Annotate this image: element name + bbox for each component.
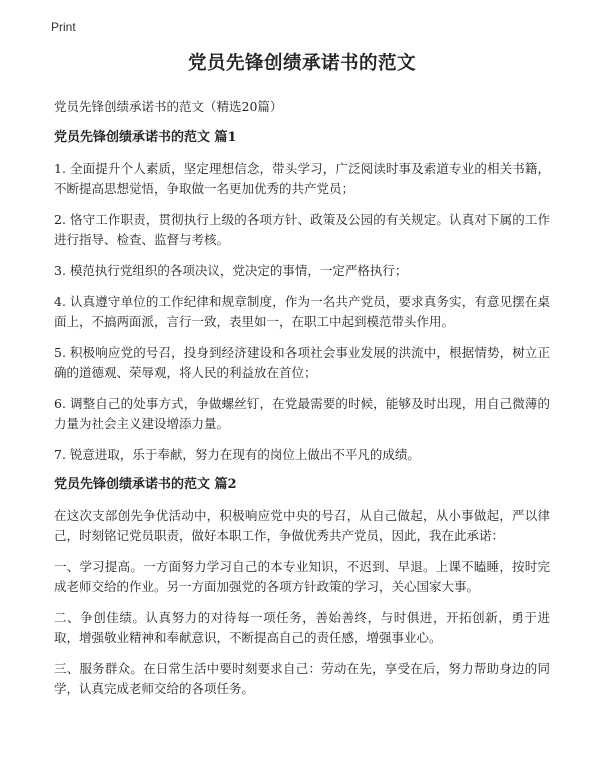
- paragraph: 7. 锐意进取，乐于奉献，努力在现有的岗位上做出不平凡的成绩。: [54, 447, 420, 462]
- paragraph: 2. 恪守工作职责，贯彻执行上级的各项方针、政策及公园的有关规定。认真对下属的工作进行指导、检查、监督与考核。: [54, 212, 550, 247]
- section-1: [54, 129, 550, 465]
- paragraph: 1. 全面提升个人素质，坚定理想信念，带头学习，广泛阅读时事及索道专业的相关书籍，不断提高思想觉悟，争取做一名更加优秀的共产党员；: [54, 161, 550, 196]
- paragraph: 三、服务群众。在日常生活中要时刻要求自己：劳动在先，享受在后，努力帮助身边的同学，认真完成老师交给的各项任务。: [54, 661, 550, 696]
- section-2: [54, 476, 550, 699]
- paragraph: 4. 认真遵守单位的工作纪律和规章制度，作为一名共产党员，要求真务实，有意见摆在桌面上，不搞两面派，言行一致，表里如一，在职工中起到模范带头作用。: [54, 294, 550, 329]
- document-title: 党员先锋创绩承诺书的范文: [187, 53, 416, 74]
- paragraph: 二、争创佳绩。认真努力的对待每一项任务，善始善终，与时俱进，开拓创新，勇于进取，增强敬业精神和奉献意识，不断提高自己的责任感，增强事业心。: [54, 610, 550, 645]
- paragraph: 在这次支部创先争优活动中，积极响应党中央的号召，从自己做起，从小事做起，严以律己，时刻铭记党员职责，做好本职工作，争做优秀共产党员，因此，我在此承诺：: [54, 508, 550, 543]
- section-heading: 党员先锋创绩承诺书的范文 篇2: [54, 477, 237, 492]
- paragraph: 6. 调整自己的处事方式，争做螺丝钉，在党最需要的时候，能够及时出现，用自己微薄的力量为社会主义建设增添力量。: [54, 396, 550, 431]
- document-page: [54, 52, 550, 709]
- paragraph: 一、学习提高。一方面努力学习自己的本专业知识，不迟到、早退。上课不瞌睡，按时完成老师交给的作业。另一方面加强党的各项方针政策的学习，关心国家大事。: [54, 559, 550, 594]
- document-subtitle: 党员先锋创绩承诺书的范文（精选20篇）: [54, 99, 283, 114]
- section-heading: 党员先锋创绩承诺书的范文 篇1: [54, 130, 237, 145]
- paragraph: 5. 积极响应党的号召，投身到经济建设和各项社会事业发展的洪流中，根据情势，树立正确的道德观、荣辱观，将人民的利益放在首位；: [54, 345, 550, 380]
- paragraph: 3. 模范执行党组织的各项决议，党决定的事情，一定严格执行；: [54, 263, 408, 278]
- print-label[interactable]: Print: [51, 20, 76, 34]
